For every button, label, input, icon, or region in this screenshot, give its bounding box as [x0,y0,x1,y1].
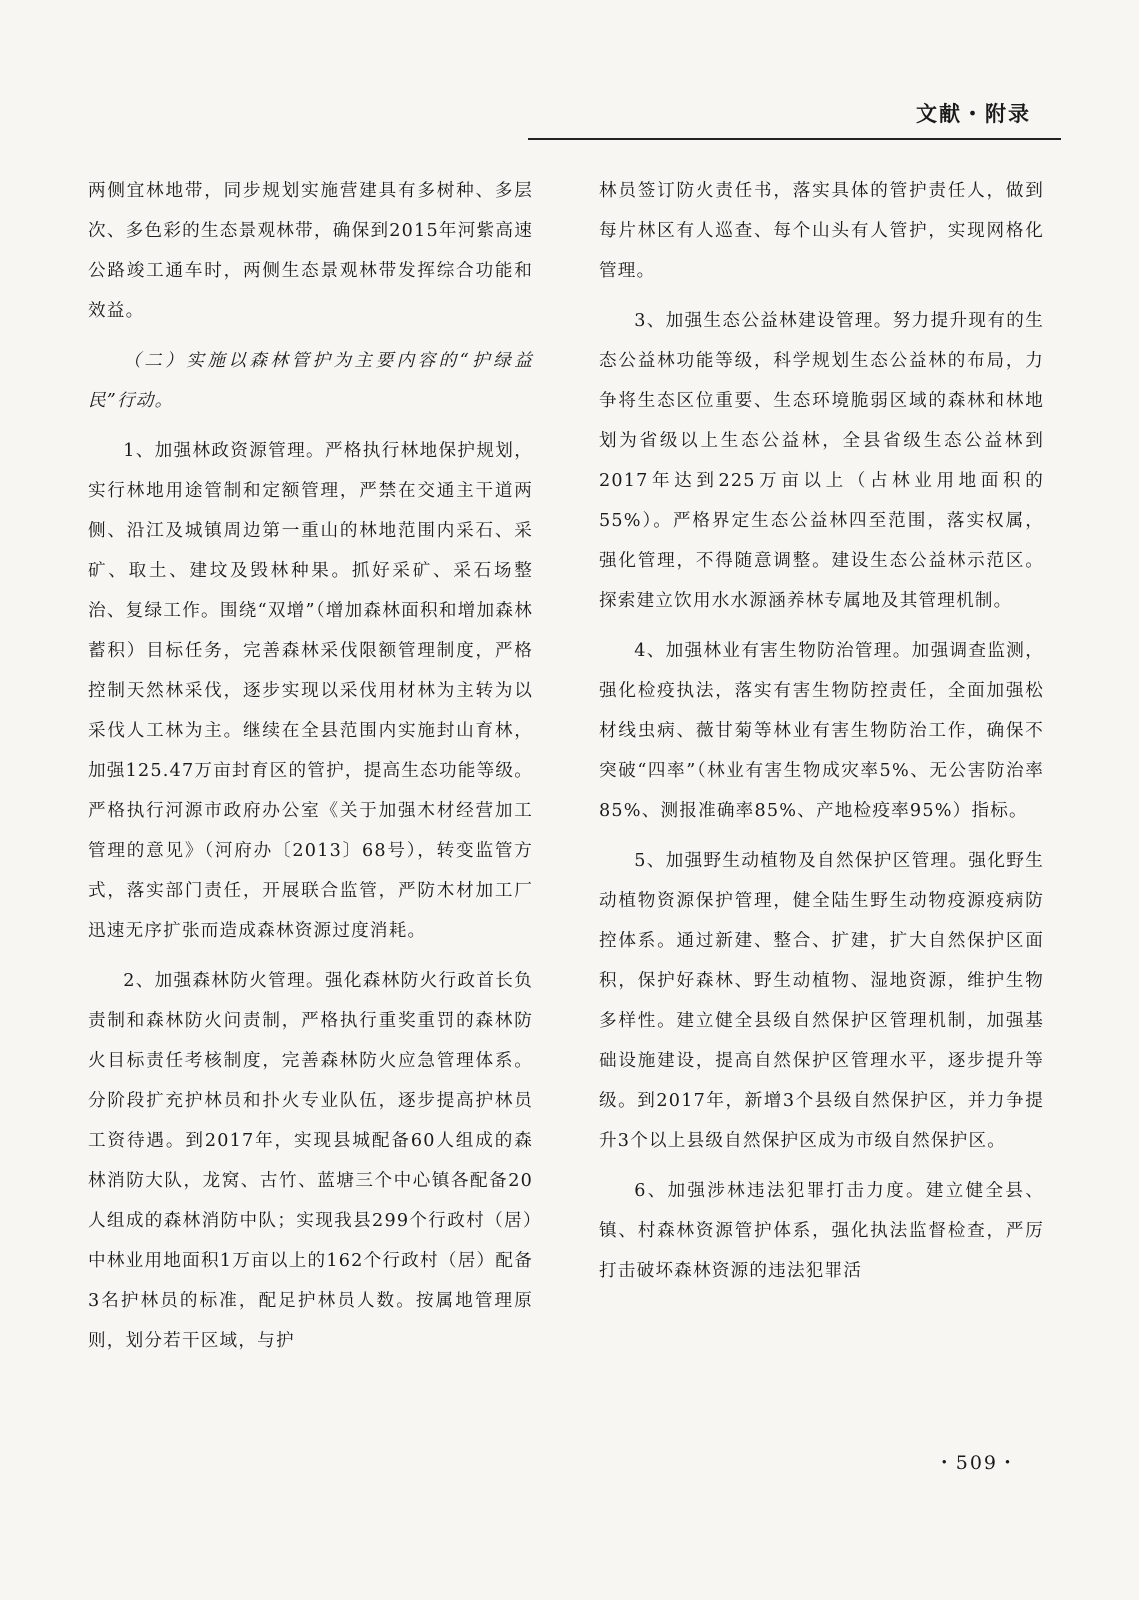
page-number: ・509・ [934,1452,1019,1474]
paragraph: 6、加强涉林违法犯罪打击力度。建立健全县、镇、村森林资源管护体系，强化执法监督检查，严厉打击破坏森林资源的违法犯罪活 [599,1181,1044,1281]
paragraph: 两侧宜林地带，同步规划实施营建具有多树种、多层次、多色彩的生态景观林带，确保到2015年河紫高速公路竣工通车时，两侧生态景观林带发挥综合功能和效益。 [88,181,533,321]
header-rule [528,138,1061,140]
left-column [88,171,533,1371]
paragraph: 4、加强林业有害生物防治管理。加强调查监测，强化检疫执法，落实有害生物防控责任，全面加强松材线虫病、薇甘菊等林业有害生物防治工作，确保不突破“四率”（林业有害生物成灾率5%、无公害防治率85%、测报准确率85%、产地检疫率95%）指标。 [599,641,1044,821]
paragraph: 2、加强森林防火管理。强化森林防火行政首长负责制和森林防火问责制，严格执行重奖重罚的森林防火目标责任考核制度，完善森林防火应急管理体系。分阶段扩充护林员和扑火专业队伍，逐步提高护林员工资待遇。到2017年，实现县城配备60人组成的森林消防大队，龙窝、古竹、蓝塘三个中心镇各配备20人组成的森林消防中队；实现我县299个行政村（居）中林业用地面积1万亩以上的162个行政村（居）配备3名护林员的标准，配足护林员人数。按属地管理原则，划分若干区域，与护 [88,971,533,1351]
right-column [599,171,1044,1301]
paragraph: 1、加强林政资源管理。严格执行林地保护规划，实行林地用途管制和定额管理，严禁在交通主干道两侧、沿江及城镇周边第一重山的林地范围内采石、采矿、取土、建坟及毁林种果。抓好采矿、采石场整治、复绿工作。围绕“双增”（增加森林面积和增加森林蓄积）目标任务，完善森林采伐限额管理制度，严格控制天然林采伐，逐步实现以采伐用材林为主转为以采伐人工林为主。继续在全县范围内实施封山育林，加强125.47万亩封育区的管护，提高生态功能等级。严格执行河源市政府办公室《关于加强木材经营加工管理的意见》（河府办〔2013〕68号），转变监管方式，落实部门责任，开展联合监管，严防木材加工厂迅速无序扩张而造成森林资源过度消耗。 [88,441,533,941]
paragraph: 5、加强野生动植物及自然保护区管理。强化野生动植物资源保护管理，健全陆生野生动物疫源疫病防控体系。通过新建、整合、扩建，扩大自然保护区面积，保护好森林、野生动植物、湿地资源，维护生物多样性。建立健全县级自然保护区管理机制，加强基础设施建设，提高自然保护区管理水平，逐步提升等级。到2017年，新增3个县级自然保护区，并力争提升3个以上县级自然保护区成为市级自然保护区。 [599,851,1044,1151]
paragraph: 林员签订防火责任书，落实具体的管护责任人，做到每片林区有人巡查、每个山头有人管护，实现网格化管理。 [599,181,1044,281]
paragraph: 3、加强生态公益林建设管理。努力提升现有的生态公益林功能等级，科学规划生态公益林的布局，力争将生态区位重要、生态环境脆弱区域的森林和林地划为省级以上生态公益林，全县省级生态公益林到2017年达到225万亩以上（占林业用地面积的55%）。严格界定生态公益林四至范围，落实权属，强化管理，不得随意调整。建设生态公益林示范区。探索建立饮用水水源涵养林专属地及其管理机制。 [599,311,1044,611]
section-title: 文献・附录 [916,102,1031,126]
subheading: （二）实施以森林管护为主要内容的“护绿益民”行动。 [88,351,533,411]
